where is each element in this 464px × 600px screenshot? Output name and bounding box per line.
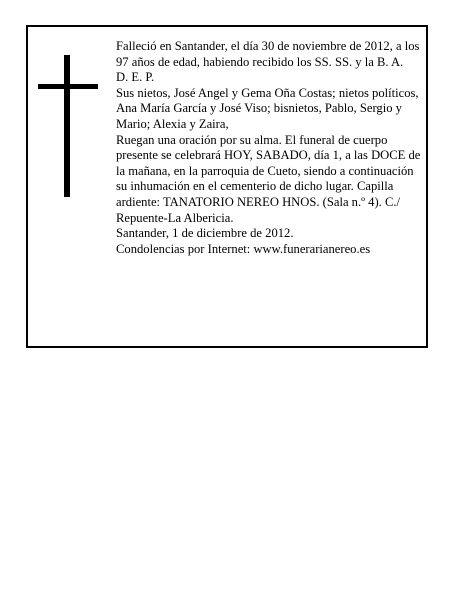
funeral-details: Ruegan una oración por su alma. El funeral de cuerpo presente se celebrará HOY, SABADO, día 1, a las DOCE de la mañana, en la parroquia de Cueto, siendo a continuación su inhumación en el cementerio de dicho lugar. Capilla ardiente: TANATORIO NEREO HNOS. (Sala n.º 4). C./ Repuente-La Albericia. xyxy=(116,132,421,225)
rip-line: D. E. P. xyxy=(116,70,155,85)
cross-icon xyxy=(38,55,98,197)
obituary-text xyxy=(116,39,422,257)
family-members: Sus nietos, José Angel y Gema Oña Costas; nietos políticos, Ana María García y José Viso; bisnietos, Pablo, Sergio y Mario; Alexia y Zaira, xyxy=(116,85,419,131)
cross-vertical-bar xyxy=(64,55,70,197)
cross-horizontal-bar xyxy=(38,84,98,89)
obituary-notice xyxy=(26,25,428,348)
death-announcement: Falleció en Santander, el día 30 de noviembre de 2012, a los 97 años de edad, habiendo recibido los SS. SS. y la B. A. xyxy=(116,39,420,69)
place-date-line: Santander, 1 de diciembre de 2012. xyxy=(116,226,294,241)
condolences-line: Condolencias por Internet: www.funerarianereo.es xyxy=(116,241,371,256)
